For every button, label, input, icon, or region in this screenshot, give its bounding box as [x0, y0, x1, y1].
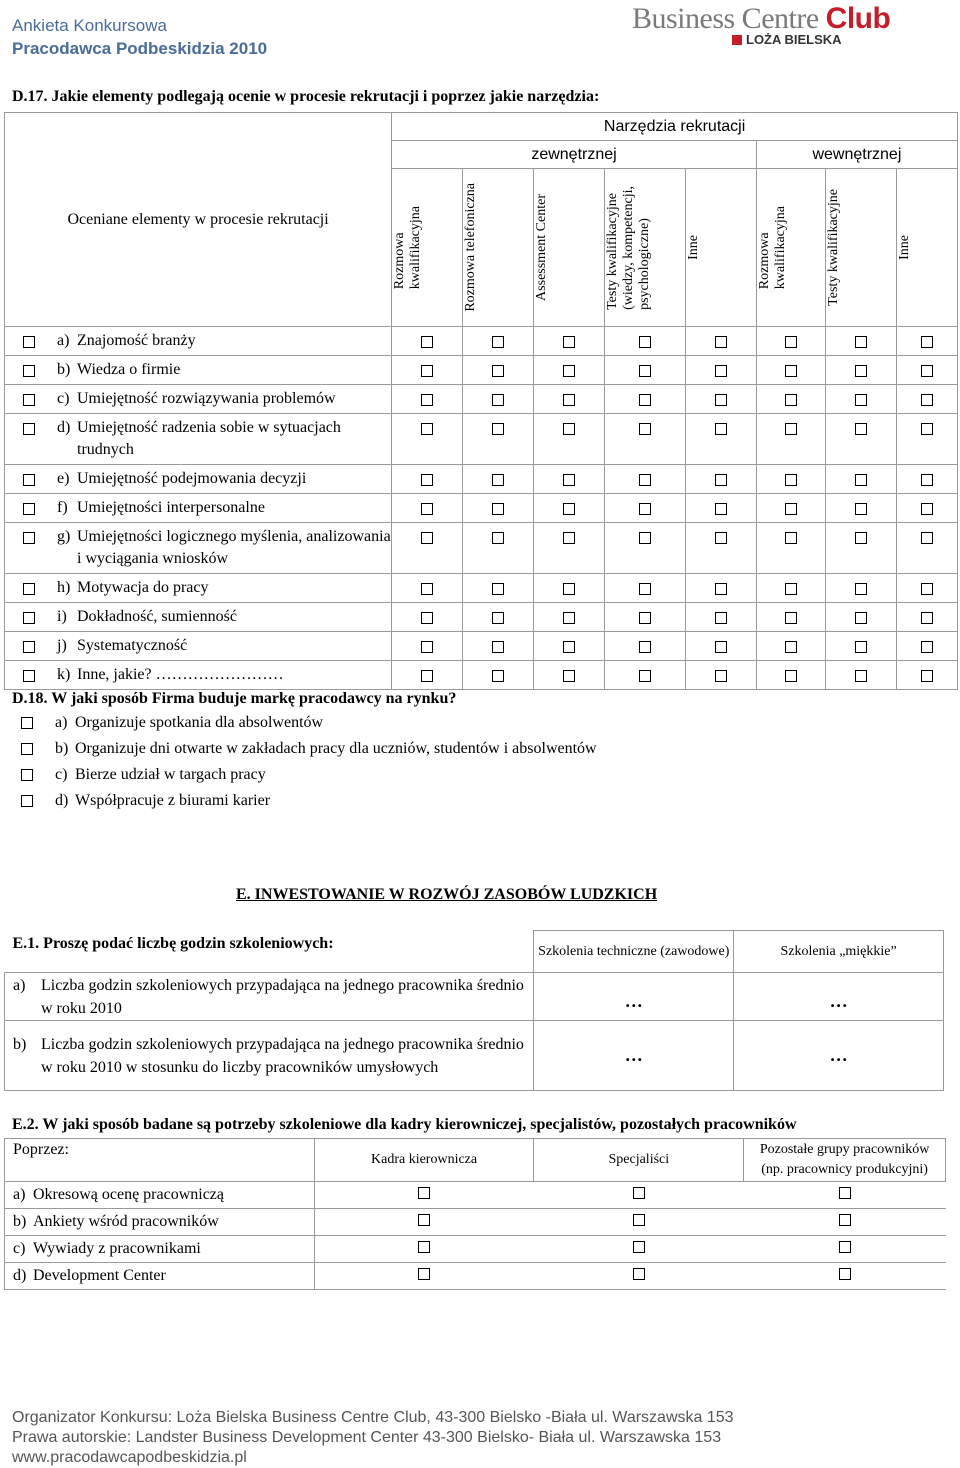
table-row: [5, 1236, 946, 1263]
item-label: Organizuje spotkania dla absolwentów: [75, 714, 324, 731]
tool-checkbox[interactable]: [855, 394, 867, 406]
tool-checkbox[interactable]: [785, 532, 797, 544]
tool-checkbox[interactable]: [855, 670, 867, 682]
tool-checkbox[interactable]: [563, 474, 575, 486]
row-label: Umiejętności interpersonalne: [77, 499, 265, 516]
tool-checkbox[interactable]: [639, 474, 651, 486]
tool-checkbox[interactable]: [715, 612, 727, 624]
tool-checkbox[interactable]: [639, 503, 651, 515]
e1-table: [4, 930, 944, 1091]
tool-checkbox[interactable]: [492, 641, 504, 653]
table-row: [5, 494, 958, 523]
footer-copyright: Prawa autorskie: Landster Business Development Center 43-300 Bielsko- Biała ul. Warszawska 153: [12, 1429, 722, 1446]
row-checkbox[interactable]: [23, 503, 35, 515]
logo-club: Club: [825, 2, 891, 35]
row-letter: j): [57, 637, 67, 654]
row-checkbox[interactable]: [23, 583, 35, 595]
tool-checkbox[interactable]: [563, 532, 575, 544]
tool-checkbox[interactable]: [563, 365, 575, 377]
tool-checkbox[interactable]: [921, 670, 933, 682]
tool-checkbox[interactable]: [639, 365, 651, 377]
list-item: [0, 762, 597, 788]
tool-checkbox[interactable]: [639, 336, 651, 348]
tool-checkbox[interactable]: [715, 583, 727, 595]
tool-checkbox[interactable]: [785, 670, 797, 682]
tool-checkbox[interactable]: [492, 474, 504, 486]
tool-checkbox[interactable]: [639, 394, 651, 406]
checkbox[interactable]: [21, 795, 33, 807]
group-checkbox[interactable]: [418, 1187, 430, 1199]
list-item: [0, 736, 597, 762]
row-label: Liczba godzin szkoleniowych przypadająca na jednego pracownika średnio w roku 2010 w stosunku do liczby pracowników umysłowych: [41, 1035, 524, 1076]
row-letter: d): [57, 419, 71, 436]
tool-checkbox[interactable]: [492, 394, 504, 406]
tool-checkbox[interactable]: [921, 583, 933, 595]
table-row: [5, 1021, 944, 1091]
tool-checkbox[interactable]: [855, 641, 867, 653]
row-label: Umiejętności logicznego myślenia, analizowania i wyciągania wniosków: [77, 528, 391, 567]
row-checkbox[interactable]: [23, 670, 35, 682]
tool-checkbox[interactable]: [921, 423, 933, 435]
col-header: Rozmowa kwalifikacyjna: [392, 205, 424, 290]
row-checkbox[interactable]: [23, 394, 35, 406]
tool-checkbox[interactable]: [785, 503, 797, 515]
tool-checkbox[interactable]: [421, 612, 433, 624]
group-checkbox[interactable]: [839, 1241, 851, 1253]
tool-checkbox[interactable]: [715, 532, 727, 544]
e1-title: E.1. Proszę podać liczbę godzin szkoleniowych:: [12, 934, 334, 952]
e2-col-managers: Kadra kierownicza: [314, 1139, 534, 1182]
col-header: Inne: [686, 235, 702, 260]
tool-checkbox[interactable]: [785, 423, 797, 435]
e1-value-soft[interactable]: …: [734, 1021, 944, 1091]
row-letter: a): [13, 976, 26, 994]
tools-header: Narzędzia rekrutacji: [392, 113, 958, 141]
row-letter: i): [57, 608, 67, 625]
tool-checkbox[interactable]: [715, 423, 727, 435]
internal-header: wewnętrznej: [756, 141, 957, 169]
survey-title: Ankieta Konkursowa: [12, 16, 167, 35]
tool-checkbox[interactable]: [855, 423, 867, 435]
tool-checkbox[interactable]: [855, 336, 867, 348]
e1-value-technical[interactable]: …: [534, 1021, 734, 1091]
tool-checkbox[interactable]: [639, 641, 651, 653]
group-checkbox[interactable]: [418, 1214, 430, 1226]
group-checkbox[interactable]: [633, 1214, 645, 1226]
item-letter: a): [55, 714, 68, 731]
e2-table: [4, 1138, 946, 1290]
row-checkbox[interactable]: [23, 474, 35, 486]
tool-checkbox[interactable]: [715, 365, 727, 377]
row-letter: b): [13, 1035, 27, 1053]
tool-checkbox[interactable]: [492, 670, 504, 682]
row-label: Development Center: [33, 1267, 166, 1284]
tool-checkbox[interactable]: [785, 365, 797, 377]
tool-checkbox[interactable]: [639, 423, 651, 435]
col-header: Testy kwalifikacyjne: [825, 189, 841, 306]
tool-checkbox[interactable]: [563, 503, 575, 515]
section-e-title: E. INWESTOWANIE W ROZWÓJ ZASOBÓW LUDZKICH: [236, 886, 658, 903]
table-row: [5, 385, 958, 414]
tool-checkbox[interactable]: [563, 336, 575, 348]
tool-checkbox[interactable]: [492, 583, 504, 595]
row-letter: b): [57, 361, 71, 378]
tool-checkbox[interactable]: [855, 583, 867, 595]
table-row: [5, 414, 958, 465]
table-row: [5, 465, 958, 494]
e1-value-technical[interactable]: …: [534, 973, 734, 1021]
checkbox[interactable]: [21, 717, 33, 729]
survey-header: [12, 14, 267, 60]
row-label: Wiedza o firmie: [77, 361, 181, 378]
tool-checkbox[interactable]: [921, 532, 933, 544]
tool-checkbox[interactable]: [715, 394, 727, 406]
e1-col-technical: Szkolenia techniczne (zawodowe): [534, 931, 734, 973]
tool-checkbox[interactable]: [492, 612, 504, 624]
logo-name: Business Centre: [632, 2, 826, 35]
group-checkbox[interactable]: [839, 1214, 851, 1226]
col-header: Rozmowa kwalifikacyjna: [756, 205, 788, 290]
tool-checkbox[interactable]: [785, 641, 797, 653]
col-header: Inne: [897, 235, 913, 260]
group-checkbox[interactable]: [839, 1268, 851, 1280]
group-checkbox[interactable]: [418, 1241, 430, 1253]
d17-table: [4, 112, 958, 690]
table-row: [5, 1263, 946, 1290]
row-label: Dokładność, sumienność: [77, 608, 237, 625]
tool-checkbox[interactable]: [921, 336, 933, 348]
tool-checkbox[interactable]: [855, 503, 867, 515]
tool-checkbox[interactable]: [492, 423, 504, 435]
e1-col-soft: Szkolenia „miękkie”: [734, 931, 944, 973]
tool-checkbox[interactable]: [921, 474, 933, 486]
item-label: Bierze udział w targach pracy: [75, 766, 266, 783]
tool-checkbox[interactable]: [921, 612, 933, 624]
tool-checkbox[interactable]: [855, 532, 867, 544]
row-letter: d): [13, 1267, 27, 1284]
tool-checkbox[interactable]: [921, 365, 933, 377]
row-label: Okresową ocenę pracowniczą: [33, 1186, 225, 1203]
tool-checkbox[interactable]: [921, 641, 933, 653]
table-row: [5, 327, 958, 356]
row-letter: c): [57, 390, 70, 407]
logo-square-icon: [732, 35, 742, 45]
table-row: [5, 1209, 946, 1236]
tool-checkbox[interactable]: [492, 336, 504, 348]
d18-list: [0, 710, 597, 814]
tool-checkbox[interactable]: [921, 503, 933, 515]
row-checkbox[interactable]: [23, 532, 35, 544]
tool-checkbox[interactable]: [785, 336, 797, 348]
tool-checkbox[interactable]: [563, 641, 575, 653]
tool-checkbox[interactable]: [785, 612, 797, 624]
col-header: Rozmowa telefoniczna: [463, 183, 479, 312]
group-checkbox[interactable]: [418, 1268, 430, 1280]
row-label: Znajomość branży: [77, 332, 196, 349]
row-letter: g): [57, 528, 71, 545]
tool-checkbox[interactable]: [715, 474, 727, 486]
row-letter: h): [57, 579, 71, 596]
row-checkbox[interactable]: [23, 365, 35, 377]
tool-checkbox[interactable]: [715, 336, 727, 348]
table-row: [5, 523, 958, 574]
footer-website[interactable]: www.pracodawcapodbeskidzia.pl: [12, 1449, 247, 1466]
row-label: Inne, jakie? ……………………: [77, 666, 284, 683]
e1-value-soft[interactable]: …: [734, 973, 944, 1021]
row-checkbox[interactable]: [23, 423, 35, 435]
tool-checkbox[interactable]: [715, 670, 727, 682]
table-row: [5, 632, 958, 661]
table-row: [5, 356, 958, 385]
table-row: [5, 603, 958, 632]
checkbox[interactable]: [21, 769, 33, 781]
tool-checkbox[interactable]: [855, 365, 867, 377]
row-letter: f): [57, 499, 68, 516]
row-checkbox[interactable]: [23, 612, 35, 624]
row-letter: a): [13, 1186, 26, 1203]
item-letter: d): [55, 792, 69, 809]
table-row: [5, 973, 944, 1021]
e2-col-others-note: (np. pracownicy produkcyjni): [761, 1162, 928, 1177]
row-checkbox[interactable]: [23, 641, 35, 653]
tool-checkbox[interactable]: [421, 583, 433, 595]
col-header: Testy kwalifikacyjne (wiedzy, kompetencji, psychologiczne): [605, 185, 653, 310]
tool-checkbox[interactable]: [563, 612, 575, 624]
row-letter: b): [13, 1213, 27, 1230]
tool-checkbox[interactable]: [421, 670, 433, 682]
row-label: Ankiety wśród pracowników: [33, 1213, 219, 1230]
external-header: zewnętrznej: [392, 141, 757, 169]
tool-checkbox[interactable]: [855, 612, 867, 624]
item-letter: b): [55, 740, 69, 757]
tool-checkbox[interactable]: [492, 532, 504, 544]
tool-checkbox[interactable]: [492, 503, 504, 515]
tool-checkbox[interactable]: [421, 532, 433, 544]
row-label: Umiejętność podejmowania decyzji: [77, 470, 307, 487]
tool-checkbox[interactable]: [421, 365, 433, 377]
table-row: [5, 574, 958, 603]
footer-organizer: Organizator Konkursu: Loża Bielska Business Centre Club, 43-300 Bielsko -Biała ul. Warszawska 153: [12, 1409, 734, 1426]
logo-sub: LOŻA BIELSKA: [746, 32, 842, 47]
row-label: Umiejętność radzenia sobie w sytuacjach trudnych: [77, 419, 341, 458]
item-label: Organizuje dni otwarte w zakładach pracy dla uczniów, studentów i absolwentów: [75, 740, 597, 757]
tool-checkbox[interactable]: [639, 532, 651, 544]
tool-checkbox[interactable]: [421, 641, 433, 653]
row-letter: e): [57, 470, 70, 487]
tool-checkbox[interactable]: [421, 503, 433, 515]
tool-checkbox[interactable]: [421, 336, 433, 348]
table-row: [5, 661, 958, 690]
table-row: [5, 1182, 946, 1209]
row-label: Systematyczność: [77, 637, 188, 654]
survey-subtitle: Pracodawca Podbeskidzia 2010: [12, 39, 268, 58]
tool-checkbox[interactable]: [421, 394, 433, 406]
col-header: Assessment Center: [534, 194, 550, 301]
row-label: Motywacja do pracy: [77, 579, 209, 596]
d17-title: D.17. Jakie elementy podlegają ocenie w procesie rekrutacji i poprzez jakie narzędzia:: [12, 88, 600, 105]
group-checkbox[interactable]: [633, 1241, 645, 1253]
e2-title: E.2. W jaki sposób badane są potrzeby szkoleniowe dla kadry kierowniczej, specjalistów, pozostałych pracowników: [12, 1116, 797, 1133]
row-header: Oceniane elementy w procesie rekrutacji: [5, 113, 392, 327]
tool-checkbox[interactable]: [785, 583, 797, 595]
group-checkbox[interactable]: [633, 1187, 645, 1199]
e2-corner: Poprzez:: [5, 1139, 315, 1182]
row-label: Liczba godzin szkoleniowych przypadająca na jednego pracownika średnio w roku 2010: [41, 976, 524, 1017]
tool-checkbox[interactable]: [563, 670, 575, 682]
e2-col-specialists: Specjaliści: [534, 1139, 744, 1182]
row-label: Umiejętność rozwiązywania problemów: [77, 390, 336, 407]
tool-checkbox[interactable]: [639, 670, 651, 682]
item-label: Współpracuje z biurami karier: [75, 792, 271, 809]
list-item: [0, 710, 597, 736]
list-item: [0, 788, 597, 814]
tool-checkbox[interactable]: [785, 474, 797, 486]
tool-checkbox[interactable]: [715, 503, 727, 515]
tool-checkbox[interactable]: [563, 394, 575, 406]
bcc-logo: [632, 2, 922, 62]
tool-checkbox[interactable]: [639, 612, 651, 624]
group-checkbox[interactable]: [633, 1268, 645, 1280]
tool-checkbox[interactable]: [421, 474, 433, 486]
tool-checkbox[interactable]: [492, 365, 504, 377]
tool-checkbox[interactable]: [563, 583, 575, 595]
group-checkbox[interactable]: [839, 1187, 851, 1199]
row-checkbox[interactable]: [23, 336, 35, 348]
d18-title: D.18. W jaki sposób Firma buduje markę pracodawcy na rynku?: [12, 690, 457, 707]
tool-checkbox[interactable]: [785, 394, 797, 406]
tool-checkbox[interactable]: [921, 394, 933, 406]
tool-checkbox[interactable]: [715, 641, 727, 653]
tool-checkbox[interactable]: [855, 474, 867, 486]
row-letter: k): [57, 666, 71, 683]
checkbox[interactable]: [21, 743, 33, 755]
row-letter: c): [13, 1240, 26, 1257]
item-letter: c): [55, 766, 68, 783]
tool-checkbox[interactable]: [639, 583, 651, 595]
tool-checkbox[interactable]: [421, 423, 433, 435]
footer: [12, 1408, 734, 1468]
tool-checkbox[interactable]: [563, 423, 575, 435]
row-label: Wywiady z pracownikami: [33, 1240, 201, 1257]
e2-col-others: Pozostałe grupy pracowników: [759, 1142, 930, 1157]
row-letter: a): [57, 332, 70, 349]
